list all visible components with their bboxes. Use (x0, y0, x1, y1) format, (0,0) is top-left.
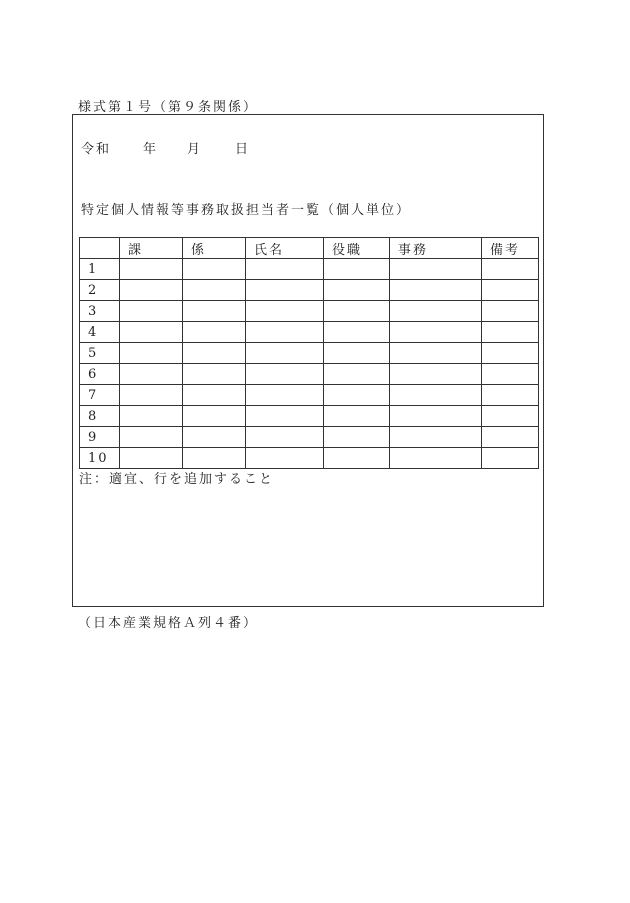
duties-cell[interactable] (390, 301, 482, 322)
unit-cell[interactable] (183, 448, 246, 469)
unit-cell[interactable] (183, 280, 246, 301)
form-frame (72, 114, 544, 607)
remarks-cell[interactable] (482, 448, 539, 469)
duties-cell[interactable] (390, 259, 482, 280)
section-cell[interactable] (120, 448, 183, 469)
header-cell-duties: 事務 (390, 238, 482, 259)
header-cell-section: 課 (120, 238, 183, 259)
remarks-cell[interactable] (482, 406, 539, 427)
unit-cell[interactable] (183, 427, 246, 448)
date-day: 日 (235, 142, 251, 157)
position-cell[interactable] (324, 427, 390, 448)
position-cell[interactable] (324, 301, 390, 322)
document-title: 特定個人情報等事務取扱担当者一覧（個人単位） (81, 203, 412, 218)
table-row (80, 448, 539, 469)
remarks-cell[interactable] (482, 385, 539, 406)
name-cell[interactable] (246, 427, 324, 448)
unit-cell[interactable] (183, 406, 246, 427)
unit-cell[interactable] (183, 364, 246, 385)
name-cell[interactable] (246, 406, 324, 427)
position-cell[interactable] (324, 364, 390, 385)
remarks-cell[interactable] (482, 259, 539, 280)
table-row (80, 364, 539, 385)
form-number-label: 様式第１号（第９条関係） (78, 100, 259, 115)
name-cell[interactable] (246, 385, 324, 406)
date-month: 月 (187, 142, 203, 157)
section-cell[interactable] (120, 343, 183, 364)
name-cell[interactable] (246, 448, 324, 469)
row-number-cell: 2 (80, 280, 120, 301)
position-cell[interactable] (324, 280, 390, 301)
remarks-cell[interactable] (482, 364, 539, 385)
name-cell[interactable] (246, 280, 324, 301)
staff-roster-table (79, 237, 539, 469)
name-cell[interactable] (246, 259, 324, 280)
table-row (80, 322, 539, 343)
position-cell[interactable] (324, 259, 390, 280)
duties-cell[interactable] (390, 448, 482, 469)
remarks-cell[interactable] (482, 427, 539, 448)
table-row (80, 427, 539, 448)
header-cell-remarks: 備考 (482, 238, 539, 259)
date-year: 年 (143, 142, 159, 157)
row-number-cell: 4 (80, 322, 120, 343)
table-row (80, 301, 539, 322)
section-cell[interactable] (120, 280, 183, 301)
row-number-cell: 9 (80, 427, 120, 448)
name-cell[interactable] (246, 364, 324, 385)
remarks-cell[interactable] (482, 301, 539, 322)
section-cell[interactable] (120, 406, 183, 427)
position-cell[interactable] (324, 385, 390, 406)
position-cell[interactable] (324, 448, 390, 469)
table-row (80, 343, 539, 364)
row-number-cell: 10 (80, 448, 120, 469)
duties-cell[interactable] (390, 385, 482, 406)
position-cell[interactable] (324, 322, 390, 343)
section-cell[interactable] (120, 322, 183, 343)
row-number-cell: 5 (80, 343, 120, 364)
section-cell[interactable] (120, 385, 183, 406)
remarks-cell[interactable] (482, 322, 539, 343)
table-row (80, 280, 539, 301)
table-header-row (80, 238, 539, 259)
position-cell[interactable] (324, 343, 390, 364)
duties-cell[interactable] (390, 280, 482, 301)
remarks-cell[interactable] (482, 343, 539, 364)
duties-cell[interactable] (390, 406, 482, 427)
unit-cell[interactable] (183, 301, 246, 322)
note-text: 注：適宜、行を追加すること (79, 472, 275, 487)
header-cell-position: 役職 (324, 238, 390, 259)
duties-cell[interactable] (390, 364, 482, 385)
unit-cell[interactable] (183, 322, 246, 343)
table-row (80, 406, 539, 427)
header-cell-number (80, 238, 120, 259)
position-cell[interactable] (324, 406, 390, 427)
section-cell[interactable] (120, 259, 183, 280)
section-cell[interactable] (120, 364, 183, 385)
paper-size-label: （日本産業規格Ａ列４番） (78, 616, 259, 631)
unit-cell[interactable] (183, 259, 246, 280)
header-cell-name: 氏名 (246, 238, 324, 259)
name-cell[interactable] (246, 322, 324, 343)
unit-cell[interactable] (183, 343, 246, 364)
unit-cell[interactable] (183, 385, 246, 406)
row-number-cell: 6 (80, 364, 120, 385)
name-cell[interactable] (246, 301, 324, 322)
row-number-cell: 3 (80, 301, 120, 322)
row-number-cell: 1 (80, 259, 120, 280)
date-line (81, 138, 250, 157)
name-cell[interactable] (246, 343, 324, 364)
remarks-cell[interactable] (482, 280, 539, 301)
date-era: 令和 (81, 142, 112, 157)
duties-cell[interactable] (390, 322, 482, 343)
row-number-cell: 7 (80, 385, 120, 406)
section-cell[interactable] (120, 427, 183, 448)
table-body (80, 259, 539, 469)
header-cell-unit: 係 (183, 238, 246, 259)
duties-cell[interactable] (390, 343, 482, 364)
table-row (80, 385, 539, 406)
row-number-cell: 8 (80, 406, 120, 427)
table-row (80, 259, 539, 280)
section-cell[interactable] (120, 301, 183, 322)
duties-cell[interactable] (390, 427, 482, 448)
